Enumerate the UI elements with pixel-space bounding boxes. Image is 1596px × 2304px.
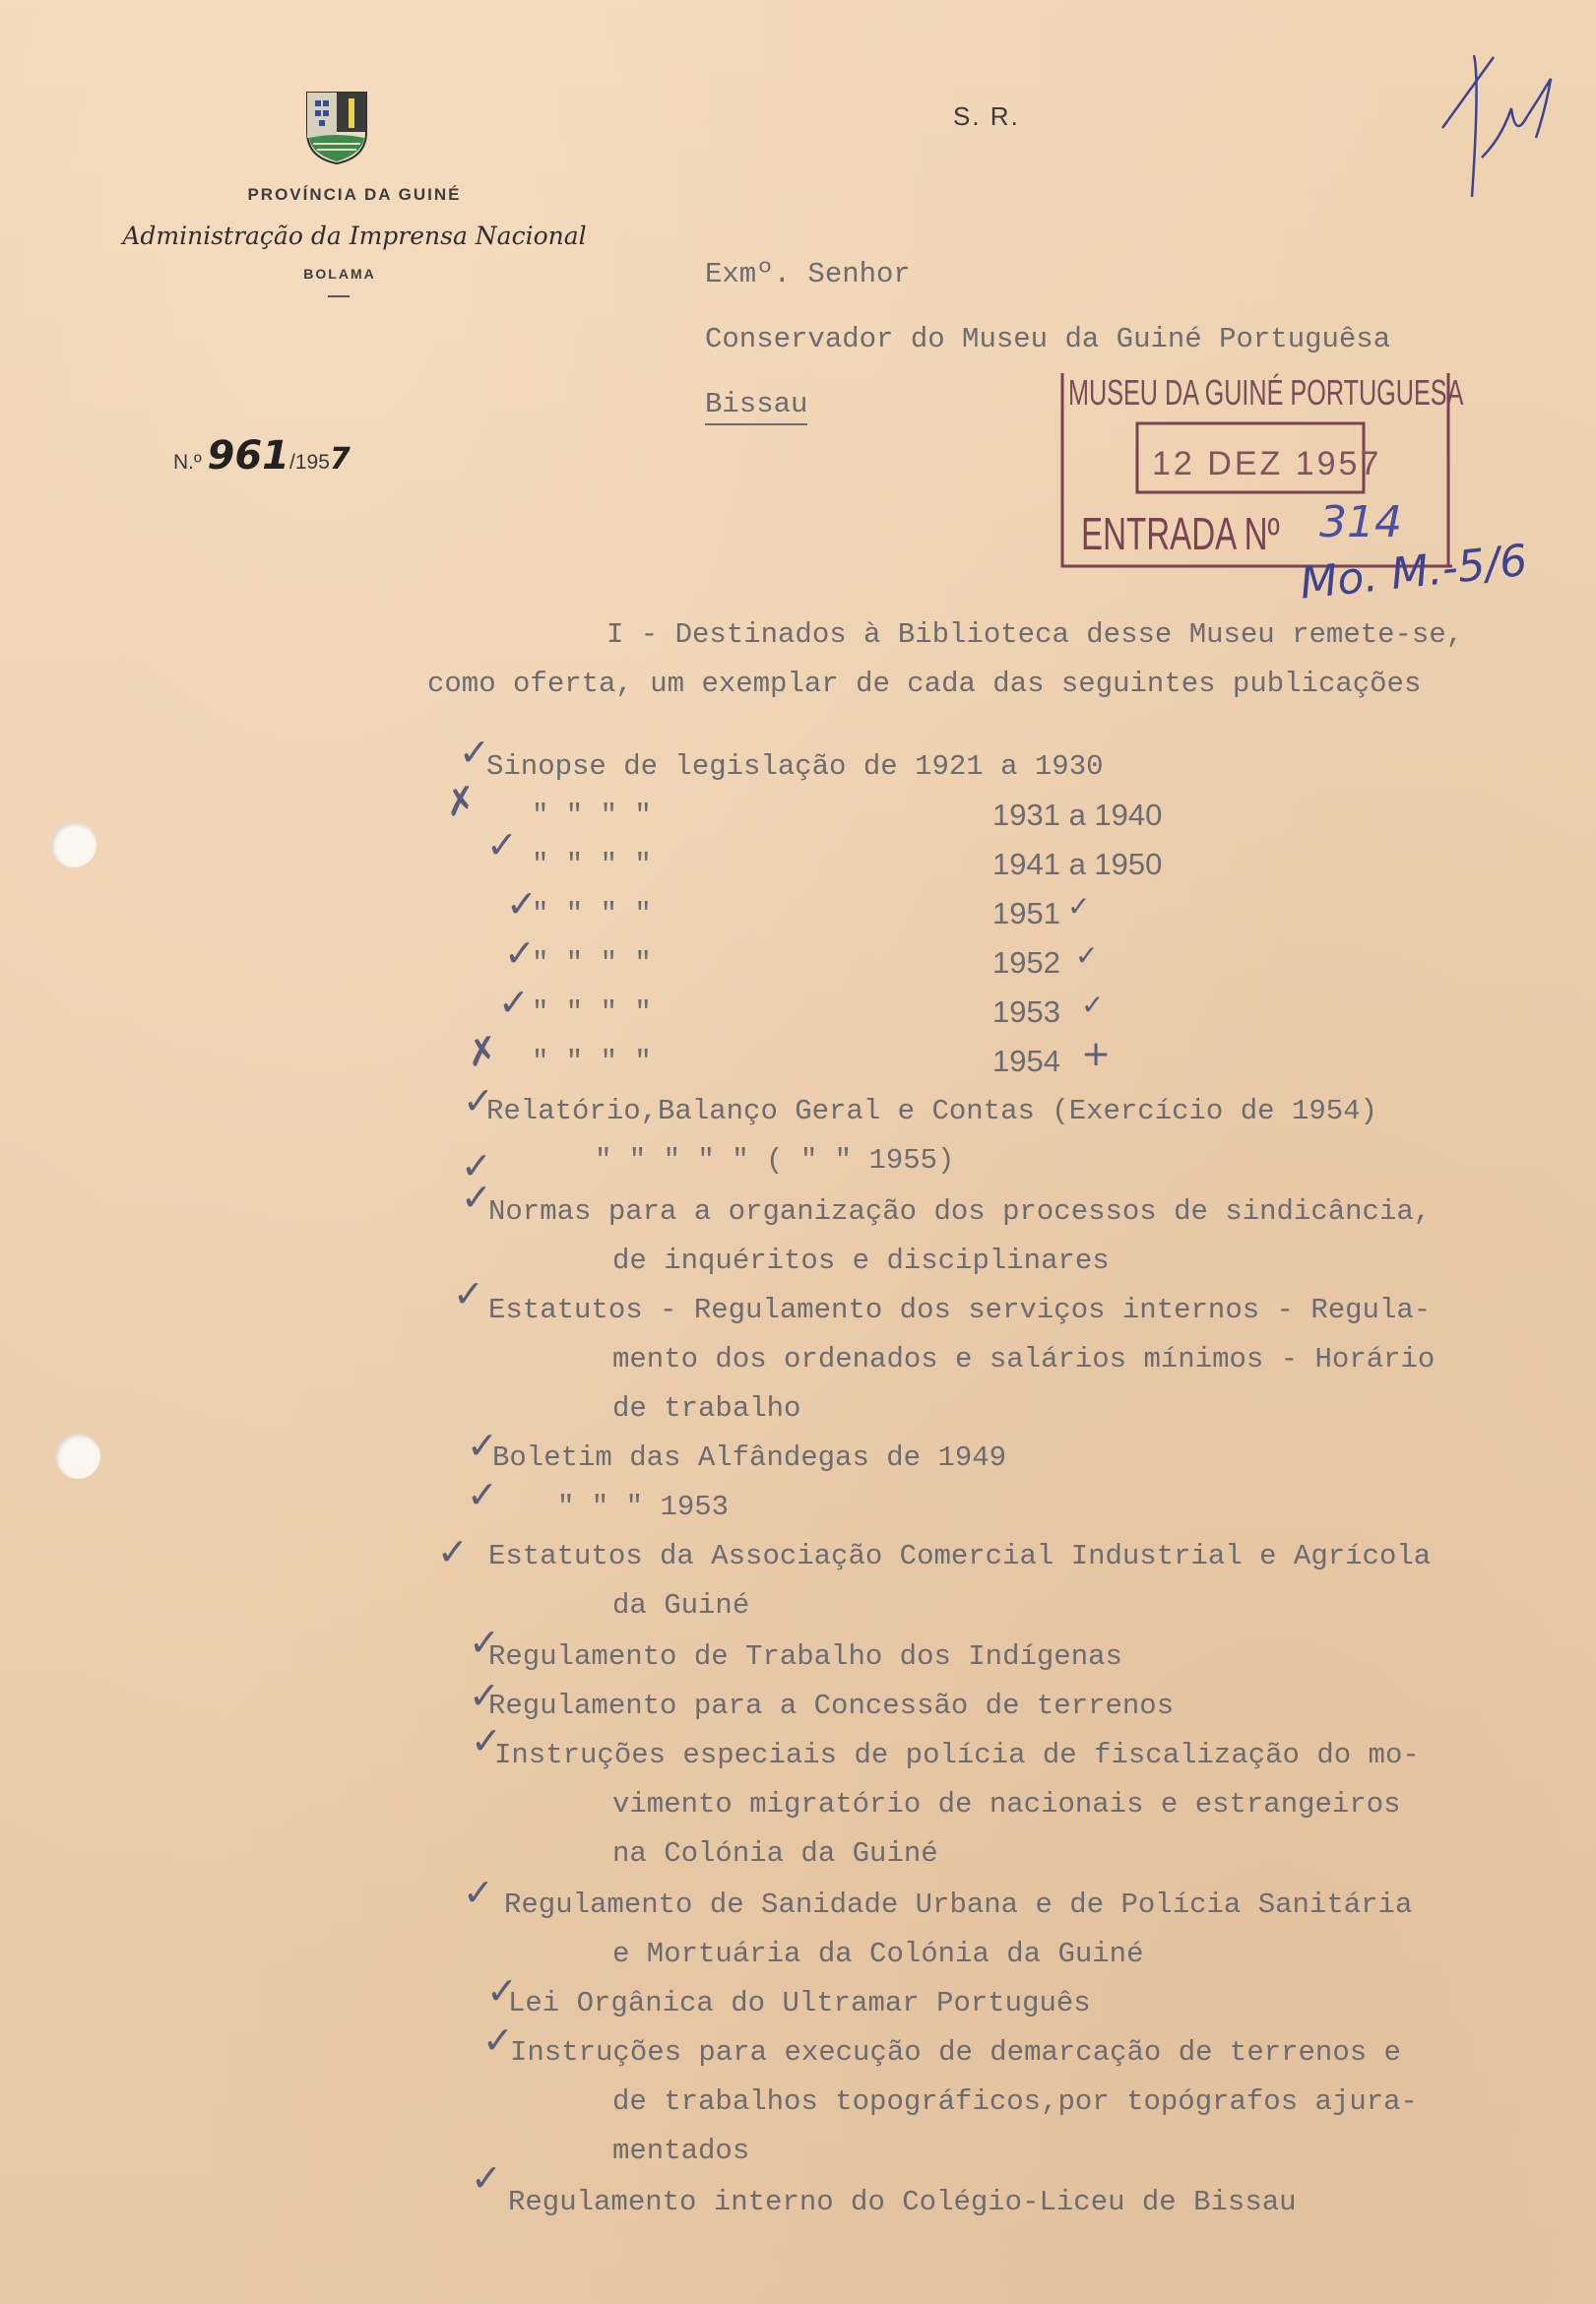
list-item-year: 1953 bbox=[992, 994, 1060, 1029]
list-item: Sinopse de legislação de 1921 a 1930 bbox=[486, 750, 1104, 783]
list-item-year: 1954 bbox=[992, 1044, 1060, 1078]
list-item-year: 1951 bbox=[992, 896, 1060, 930]
list-item-ditto: " " " " bbox=[532, 996, 652, 1029]
check-mark-icon: ✓ bbox=[1075, 939, 1099, 972]
check-mark-icon: ✓ bbox=[498, 981, 530, 1024]
check-mark-icon: ✓ bbox=[461, 1144, 492, 1187]
punch-hole bbox=[55, 1434, 100, 1479]
list-item-continuation: vimento migratório de nacionais e estrangeiros bbox=[612, 1788, 1401, 1821]
list-item-continuation: na Colónia da Guiné bbox=[612, 1837, 938, 1870]
province-heading: PROVÍNCIA DA GUINÉ bbox=[247, 185, 462, 204]
reference-year-prefix: /195 bbox=[289, 451, 330, 474]
list-item-continuation: mento dos ordenados e salários mínimos - Horário bbox=[612, 1343, 1436, 1376]
addressee-title: Conservador do Museu da Guiné Portuguêsa bbox=[705, 323, 1391, 355]
list-item-continuation: e Mortuária da Colónia da Guiné bbox=[612, 1938, 1144, 1970]
stamp-entry-label: ENTRADA Nº bbox=[1081, 508, 1280, 559]
intro-line-2: como oferta, um exemplar de cada das seguintes publicações bbox=[427, 668, 1422, 700]
divider bbox=[328, 295, 350, 297]
reference-year-digit: 7 bbox=[329, 442, 351, 477]
list-item: Instruções para execução de demarcação de terrenos e bbox=[510, 2036, 1401, 2069]
list-item: Estatutos da Associação Comercial Industrial e Agrícola bbox=[488, 1540, 1432, 1572]
cross-mark-icon: ✗ bbox=[441, 777, 480, 826]
handwritten-initial-icon bbox=[1433, 20, 1561, 207]
check-mark-icon: ✓ bbox=[471, 1719, 502, 1762]
check-mark-icon: ✓ bbox=[467, 1424, 498, 1467]
check-mark-icon: ✓ bbox=[437, 1530, 469, 1573]
list-item: Normas para a organização dos processos de sindicância, bbox=[488, 1195, 1432, 1228]
list-item-ditto: " " " " bbox=[532, 898, 652, 930]
list-item: Instruções especiais de polícia de fiscalização do mo- bbox=[494, 1739, 1420, 1771]
check-mark-icon: ✓ bbox=[486, 1969, 518, 2013]
check-mark-icon: ✓ bbox=[467, 1473, 498, 1516]
list-item: Regulamento interno do Colégio-Liceu de Bissau bbox=[508, 2186, 1297, 2218]
list-item-ditto: " " " " bbox=[532, 800, 652, 832]
list-item-year: 1941 a 1950 bbox=[992, 847, 1163, 881]
list-item: " " " " " ( " " 1955) bbox=[595, 1144, 955, 1177]
addressee-place: Bissau bbox=[705, 388, 807, 425]
check-mark-icon: ✓ bbox=[469, 1674, 500, 1717]
list-item-continuation: de trabalhos topográficos,por topógrafos ajura- bbox=[612, 2085, 1418, 2118]
check-mark-icon: ✓ bbox=[463, 1871, 494, 1914]
list-item: Boletim das Alfândegas de 1949 bbox=[492, 1441, 1007, 1474]
reference-number bbox=[173, 433, 351, 479]
check-mark-icon: ✓ bbox=[1067, 890, 1091, 923]
list-item-continuation: de inquéritos e disciplinares bbox=[612, 1245, 1110, 1277]
check-mark-icon: ✓ bbox=[504, 931, 536, 975]
list-item: Regulamento de Trabalho dos Indígenas bbox=[488, 1640, 1122, 1673]
list-item-ditto: " " " " bbox=[532, 1046, 652, 1078]
punch-hole bbox=[51, 822, 96, 867]
reference-value: 961 bbox=[207, 433, 290, 479]
check-mark-icon: ✓ bbox=[459, 731, 490, 774]
check-mark-icon: ✓ bbox=[461, 1176, 492, 1219]
list-item: Estatutos - Regulamento dos serviços internos - Regula- bbox=[488, 1294, 1432, 1326]
coat-of-arms-icon bbox=[303, 89, 370, 165]
stamp-handwritten-note: Mo. M.-5/6 bbox=[1298, 535, 1530, 609]
list-item: Regulamento para a Concessão de terrenos bbox=[488, 1690, 1175, 1722]
check-mark-icon: ✓ bbox=[482, 2018, 514, 2062]
check-mark-icon: ✓ bbox=[1081, 989, 1105, 1021]
intro-line-1: I - Destinados à Biblioteca desse Museu remete-se, bbox=[606, 618, 1464, 651]
check-mark-icon: ✓ bbox=[453, 1272, 484, 1315]
list-item: " " " 1953 bbox=[557, 1491, 730, 1523]
stamp-entry-number: 314 bbox=[1319, 497, 1402, 547]
list-item-ditto: " " " " bbox=[532, 947, 652, 980]
cross-mark-icon: ✗ bbox=[463, 1027, 502, 1076]
check-mark-icon: ✓ bbox=[506, 882, 538, 926]
salutation: Exmº. Senhor bbox=[705, 258, 911, 290]
list-item-continuation: mentados bbox=[612, 2135, 750, 2167]
plus-mark-icon: + bbox=[1081, 1034, 1112, 1074]
list-item-year: 1952 bbox=[992, 945, 1060, 980]
check-mark-icon: ✓ bbox=[486, 823, 518, 866]
list-item: Regulamento de Sanidade Urbana e de Polícia Sanitária bbox=[504, 1888, 1413, 1921]
service-mark: S. R. bbox=[953, 101, 1020, 131]
check-mark-icon: ✓ bbox=[463, 1079, 494, 1122]
check-mark-icon: ✓ bbox=[471, 2156, 502, 2200]
list-item: Relatório,Balanço Geral e Contas (Exercício de 1954) bbox=[486, 1095, 1377, 1127]
list-item: Lei Orgânica do Ultramar Português bbox=[508, 1987, 1091, 2019]
list-item-continuation: da Guiné bbox=[612, 1589, 750, 1622]
reference-prefix: N.º bbox=[173, 451, 202, 474]
list-item-continuation: de trabalho bbox=[612, 1392, 801, 1425]
office-name: Administração da Imprensa Nacional bbox=[122, 222, 587, 250]
stamp-museum-name: MUSEU DA GUINÉ PORTUGUESA bbox=[1068, 372, 1464, 413]
list-item-ditto: " " " " bbox=[532, 849, 652, 881]
check-mark-icon: ✓ bbox=[469, 1621, 500, 1664]
city-name: BOLAMA bbox=[303, 266, 376, 282]
stamp-date: 12 DEZ 1957 bbox=[1152, 445, 1382, 482]
list-item-year: 1931 a 1940 bbox=[992, 798, 1163, 832]
